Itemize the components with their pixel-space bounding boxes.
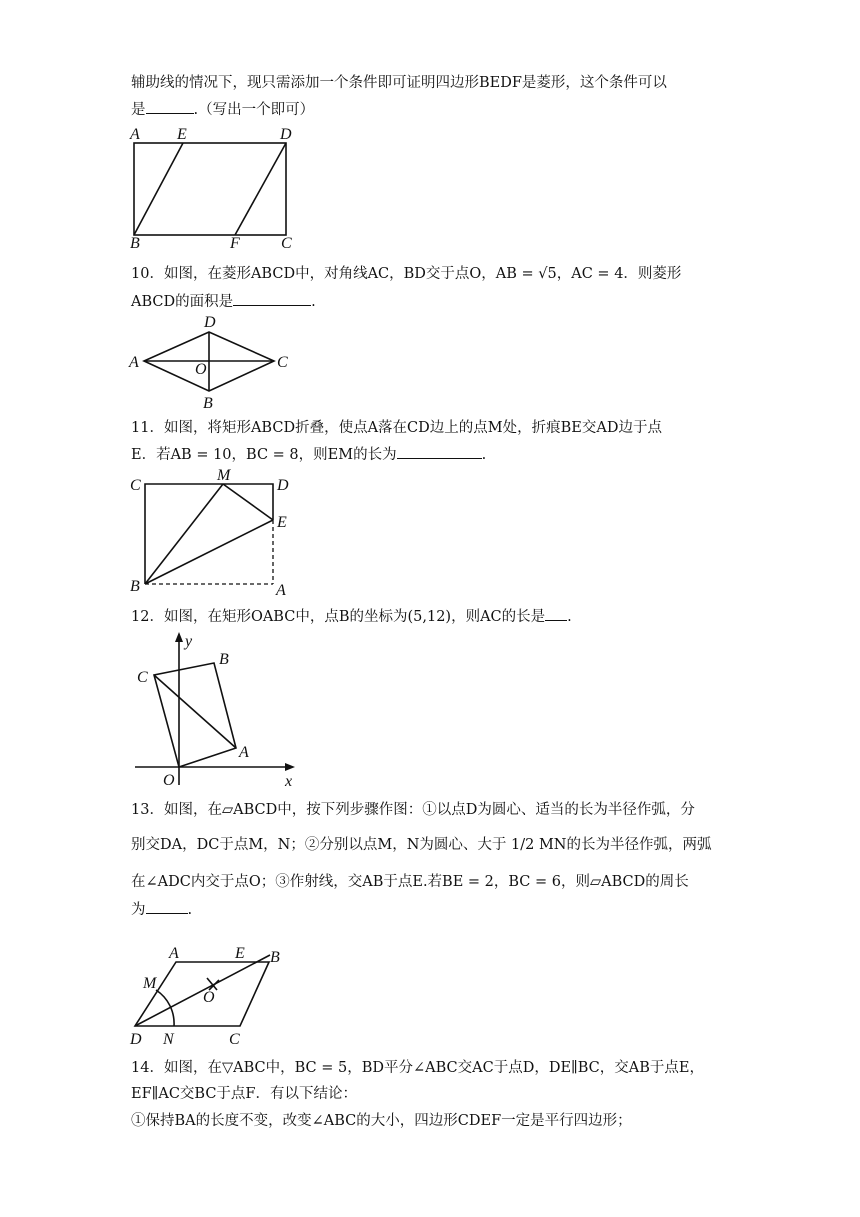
label-x: x <box>285 773 293 790</box>
label-D: D <box>277 477 289 494</box>
q13-text-line1: 13．如图，在▱ABCD中，按下列步骤作图：①以点D为圆心、适当的长为半径作弧，分 <box>131 802 695 818</box>
label-E: E <box>177 126 187 143</box>
figure-q12 <box>125 630 305 790</box>
label-C: C <box>229 1031 240 1048</box>
q14-text-line2: EF∥AC交BC于点F．有以下结论： <box>131 1086 357 1102</box>
q14-text-line3: ①保持BA的长度不变，改变∠ABC的大小，四边形CDEF一定是平行四边形； <box>131 1113 632 1129</box>
label-A: A <box>130 126 140 143</box>
label-B: B <box>203 395 213 412</box>
label-E: E <box>235 945 245 962</box>
figure-q13 <box>125 940 305 1050</box>
label-M: M <box>217 467 231 484</box>
label-O: O <box>195 361 207 378</box>
q9-text-prefix: 是 <box>131 102 146 118</box>
label-B: B <box>219 651 229 668</box>
figure-q10 <box>125 312 295 412</box>
label-A: A <box>169 945 179 962</box>
label-A: A <box>239 744 249 761</box>
label-C: C <box>137 669 148 686</box>
label-M: M <box>143 975 157 992</box>
q13-dot: . <box>187 902 193 918</box>
figure-q11 <box>125 464 305 599</box>
label-C: C <box>277 354 288 371</box>
label-B: B <box>270 949 280 966</box>
label-D: D <box>280 126 292 143</box>
q9-text-suffix: .（写出一个即可） <box>193 102 315 118</box>
answer-blank-10[interactable] <box>233 291 311 306</box>
answer-blank-13[interactable] <box>146 899 188 914</box>
label-A: A <box>129 354 139 371</box>
label-B: B <box>130 235 140 252</box>
answer-blank-11[interactable] <box>397 444 482 459</box>
q11-text-line2 <box>131 444 486 465</box>
q11-text-line1: 11．如图，将矩形ABCD折叠，使点A落在CD边上的点M处，折痕BE交AD边于点 <box>131 420 662 436</box>
label-O: O <box>203 989 215 1006</box>
label-y: y <box>185 633 193 650</box>
label-B: B <box>130 578 140 595</box>
label-D: D <box>204 314 216 331</box>
label-N: N <box>163 1031 174 1048</box>
q9-text-line1: 辅助线的情况下，现只需添加一个条件即可证明四边形BEDF是菱形，这个条件可以 <box>131 75 667 91</box>
label-D: D <box>130 1031 142 1048</box>
figure-q9 <box>125 122 305 252</box>
label-C: C <box>130 477 141 494</box>
q9-text-line2 <box>131 99 314 120</box>
q12-text-main: 12．如图，在矩形OABC中，点B的坐标为(5,12)，则AC的长是 <box>131 609 546 625</box>
q13-text-line3: 在∠ADC内交于点O；③作射线，交AB于点E.若BE = 2，BC = 6，则▱ABCD的周长 <box>131 874 689 890</box>
q12-dot: . <box>567 609 572 625</box>
label-A: A <box>276 582 286 599</box>
q12-text <box>131 606 572 627</box>
label-C: C <box>281 235 292 252</box>
q10-text-prefix: ABCD的面积是 <box>131 294 234 310</box>
answer-blank-9[interactable] <box>146 99 194 114</box>
q14-text-line1: 14．如图，在▽ABC中，BC = 5，BD平分∠ABC交AC于点D，DE∥BC，交AB于点E， <box>131 1060 704 1076</box>
q11-dot: . <box>481 447 487 463</box>
q10-text-line2 <box>131 291 316 312</box>
q11-text-prefix: E．若AB = 10，BC = 8，则EM的长为 <box>131 447 397 463</box>
q10-dot: . <box>311 294 316 310</box>
q10-text-line1: 10．如图，在菱形ABCD中，对角线AC，BD交于点O，AB = √5，AC = 4．则菱形 <box>131 266 682 282</box>
q13-text-line2: 别交DA，DC于点M，N；②分别以点M，N为圆心、大于 1/2 MN的长为半径作弧，两弧 <box>131 837 712 853</box>
q13-text-line4 <box>131 899 192 920</box>
label-E: E <box>277 514 287 531</box>
answer-blank-12[interactable] <box>545 606 567 621</box>
label-O: O <box>163 772 175 789</box>
q13-text-prefix: 为 <box>131 902 146 918</box>
label-F: F <box>230 235 240 252</box>
